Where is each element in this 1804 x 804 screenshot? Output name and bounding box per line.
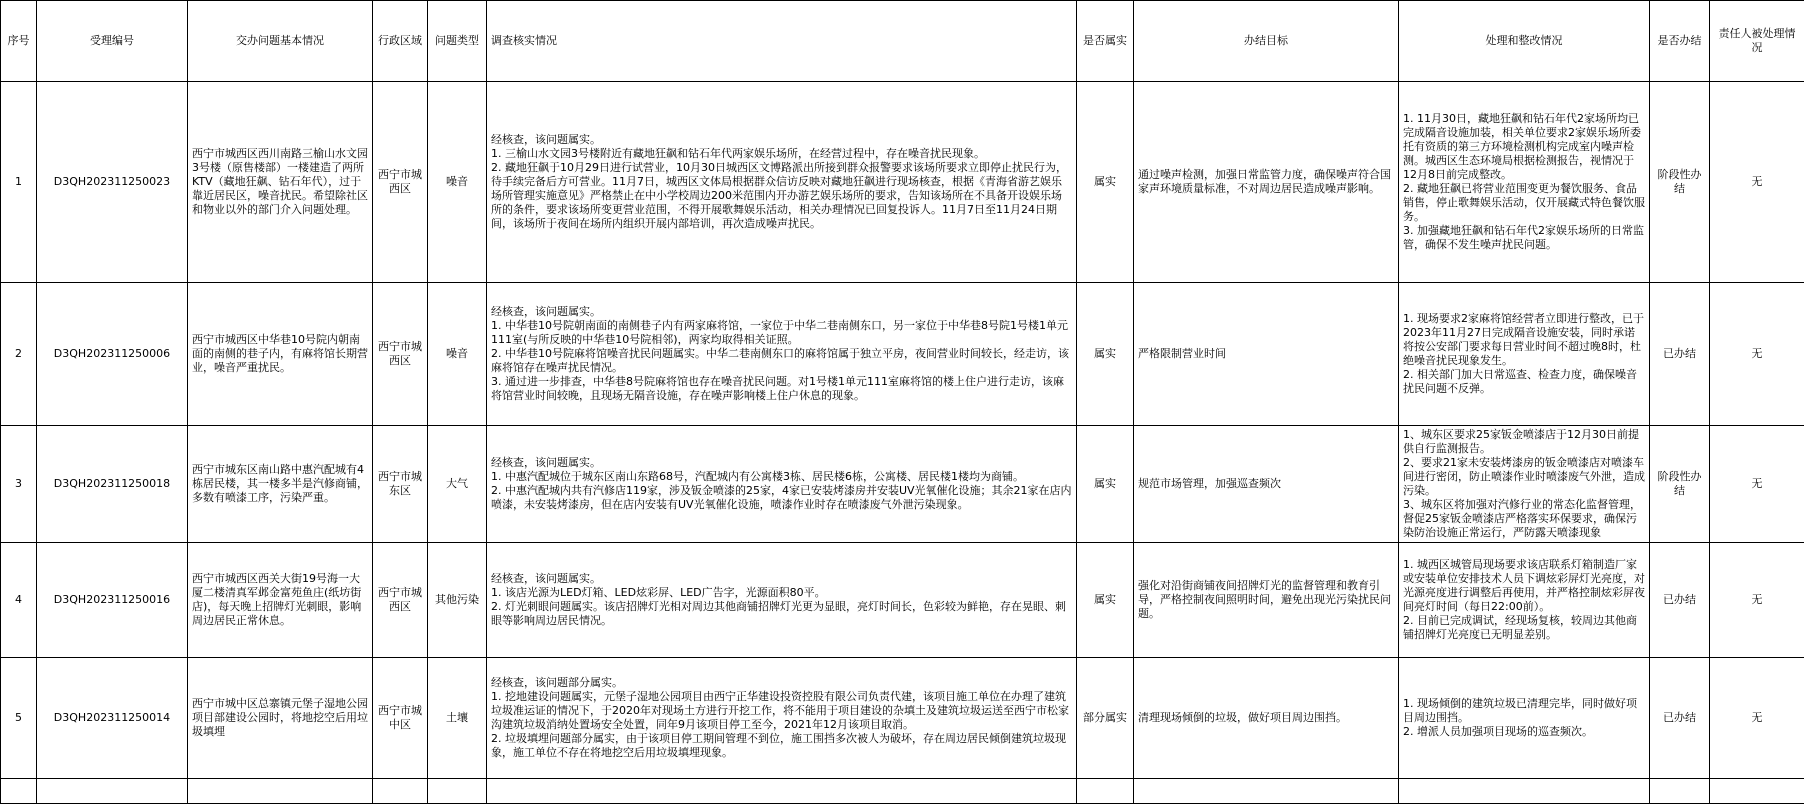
cell-type: 噪音 <box>428 283 487 426</box>
cell-accountable: 无 <box>1710 426 1804 543</box>
cell-goal: 强化对沿街商铺夜间招牌灯光的监督管理和教育引导，严格控制夜间照明时间，避免出现光污染扰民问题。 <box>1134 543 1399 658</box>
cell-goal: 通过噪声检测，加强日常监管力度，确保噪声符合国家声环境质量标准，不对周边居民造成噪声影响。 <box>1134 82 1399 283</box>
investigation-line: 1. 中华巷10号院朝南面的南侧巷子内有两家麻将馆，一家位于中华二巷南侧东口，另一家位于中华巷8号院1号楼1单元111室(与所反映的中华巷10号院相邻)，两家均取得相关证照。 <box>491 319 1072 347</box>
cell-empty <box>1710 779 1804 804</box>
cell-verified: 属实 <box>1077 283 1134 426</box>
cell-id: D3QH202311250014 <box>37 658 188 779</box>
header-region: 行政区域 <box>373 1 428 82</box>
investigation-line: 2. 中惠汽配城内共有汽修店119家，涉及钣金喷漆的25家，4家已安装烤漆房并安装UV光氧催化设施；其余21家在店内喷漆，未安装烤漆房，但在店内安装有UV光氧催化设施，喷漆作业时存在喷漆废气外泄污染现象。 <box>491 484 1072 512</box>
cell-accountable: 无 <box>1710 543 1804 658</box>
investigation-line: 2. 中华巷10号院麻将馆噪音扰民问题属实。中华二巷南侧东口的麻将馆属于独立平房，夜间营业时间较长，经走访，该麻将馆存在噪声扰民情况。 <box>491 347 1072 375</box>
handling-line: 2. 目前已完成调试，经现场复核，较周边其他商铺招牌灯光亮度已无明显差别。 <box>1403 614 1645 642</box>
investigation-line: 经核查，该问题部分属实。 <box>491 676 1072 690</box>
cell-type: 土壤 <box>428 658 487 779</box>
cell-empty <box>428 779 487 804</box>
cell-region: 西宁市城西区 <box>373 543 428 658</box>
cell-investigation <box>487 426 1077 543</box>
table-header-row <box>1 1 1804 82</box>
cell-handling <box>1399 543 1650 658</box>
investigation-line: 经核查，该问题属实。 <box>491 133 1072 147</box>
cell-empty <box>1399 779 1650 804</box>
cell-closed: 阶段性办结 <box>1650 82 1710 283</box>
cell-goal: 清理现场倾倒的垃圾，做好项目周边围挡。 <box>1134 658 1399 779</box>
handling-line: 1、城东区要求25家钣金喷漆店于12月30日前提供自行监测报告。 <box>1403 428 1645 456</box>
cell-verified: 属实 <box>1077 426 1134 543</box>
cell-investigation <box>487 658 1077 779</box>
cell-closed: 阶段性办结 <box>1650 426 1710 543</box>
table-row <box>1 426 1804 543</box>
cell-closed: 已办结 <box>1650 283 1710 426</box>
cell-accountable: 无 <box>1710 82 1804 283</box>
header-problem: 交办问题基本情况 <box>188 1 373 82</box>
cell-verified: 部分属实 <box>1077 658 1134 779</box>
handling-line: 2. 藏地狂飙已将营业范围变更为餐饮服务、食品销售，停止歌舞娱乐活动，仅开展藏式特色餐饮服务。 <box>1403 182 1645 224</box>
cell-verified: 属实 <box>1077 543 1134 658</box>
handling-line: 1. 11月30日，藏地狂飙和钻石年代2家场所均已完成隔音设施加装，相关单位要求2家娱乐场所委托有资质的第三方环境检测机构完成室内噪声检测。城西区生态环境局根据检测报告，视情况于12月8日前完成整改。 <box>1403 112 1645 182</box>
cell-region: 西宁市城西区 <box>373 82 428 283</box>
cell-seq: 5 <box>1 658 37 779</box>
cell-accountable: 无 <box>1710 658 1804 779</box>
investigation-line: 1. 挖地建设问题属实，元堡子湿地公园项目由西宁正华建设投资控股有限公司负责代建，该项目施工单位在办理了建筑垃圾准运证的情况下，于2020年对现场土方进行开挖工作，将不能用于项目建设的杂填土及建筑垃圾运送至西宁市松家沟建筑垃圾消纳处置场安全处置，同年9月该项目停工至今，2021年12月该项目取消。 <box>491 690 1072 732</box>
cell-empty <box>373 779 428 804</box>
cell-region: 西宁市城东区 <box>373 426 428 543</box>
cell-type: 噪音 <box>428 82 487 283</box>
header-type: 问题类型 <box>428 1 487 82</box>
header-verified: 是否属实 <box>1077 1 1134 82</box>
cell-problem: 西宁市城东区南山路中惠汽配城有4栋居民楼，其一楼多半是汽修商铺，多数有喷漆工序，污染严重。 <box>188 426 373 543</box>
investigation-line: 经核查，该问题属实。 <box>491 305 1072 319</box>
cell-problem: 西宁市城中区总寨镇元堡子湿地公园项目部建设公园时，将地挖空后用垃圾填埋 <box>188 658 373 779</box>
cell-region: 西宁市城西区 <box>373 283 428 426</box>
cell-id: D3QH202311250023 <box>37 82 188 283</box>
investigation-line: 2. 藏地狂飙于10月29日进行试营业，10月30日城西区文博路派出所接到群众报警要求该场所要求立即停止扰民行为，待手续完备后方可营业。11月7日，城西区文体局根据群众信访反映对藏地狂飙进行现场核查，根据《青海省游艺娱乐场所管理实施意见》严格禁止在中小学校周边200米范围内开办游艺娱乐场所的要求，告知该场所在不具备开设娱乐场所的条件，要求该场所变更营业范围，不得开展歌舞娱乐活动，相关办理情况已回复投诉人。11月7日至11月24日期间，该场所于夜间在场所内组织开展内部培训，再次造成噪声扰民。 <box>491 161 1072 231</box>
investigation-line: 1. 中惠汽配城位于城东区南山东路68号，汽配城内有公寓楼3栋、居民楼6栋，公寓楼、居民楼1楼均为商铺。 <box>491 470 1072 484</box>
handling-line: 2. 相关部门加大日常巡查、检查力度，确保噪音扰民问题不反弹。 <box>1403 368 1645 396</box>
cell-accountable: 无 <box>1710 283 1804 426</box>
cell-problem: 西宁市城西区中华巷10号院内朝南面的南侧的巷子内，有麻将馆长期营业，噪音严重扰民。 <box>188 283 373 426</box>
cell-seq: 3 <box>1 426 37 543</box>
table-row <box>1 543 1804 658</box>
header-id: 受理编号 <box>37 1 188 82</box>
cell-problem: 西宁市城西区西川南路三榆山水文园3号楼（原售楼部）一楼建造了两所KTV（藏地狂飙、钻石年代），过于靠近居民区，噪音扰民。希望除社区和物业以外的部门介入问题处理。 <box>188 82 373 283</box>
cell-empty <box>1 779 37 804</box>
header-seq: 序号 <box>1 1 37 82</box>
cell-handling <box>1399 283 1650 426</box>
cell-seq: 2 <box>1 283 37 426</box>
cell-verified: 属实 <box>1077 82 1134 283</box>
cell-closed: 已办结 <box>1650 543 1710 658</box>
handling-line: 3、城东区将加强对汽修行业的常态化监督管理，督促25家钣金喷漆店严格落实环保要求，确保污染防治设施正常运行，严防露天喷漆现象 <box>1403 498 1645 540</box>
table-row <box>1 658 1804 779</box>
handling-line: 3. 加强藏地狂飙和钻石年代2家娱乐场所的日常监管，确保不发生噪声扰民问题。 <box>1403 224 1645 252</box>
table-row <box>1 283 1804 426</box>
handling-line: 1. 现场倾倒的建筑垃圾已清理完毕，同时做好项目周边围挡。 <box>1403 697 1645 725</box>
table-row <box>1 82 1804 283</box>
investigation-line: 1. 该店光源为LED灯箱、LED炫彩屏、LED广告字，光源面积80平。 <box>491 586 1072 600</box>
cell-empty <box>188 779 373 804</box>
cell-id: D3QH202311250018 <box>37 426 188 543</box>
cell-seq: 4 <box>1 543 37 658</box>
cell-empty <box>37 779 188 804</box>
cell-region: 西宁市城中区 <box>373 658 428 779</box>
cell-goal: 规范市场管理，加强巡查频次 <box>1134 426 1399 543</box>
cell-type: 其他污染 <box>428 543 487 658</box>
investigation-line: 经核查，该问题属实。 <box>491 572 1072 586</box>
cell-id: D3QH202311250006 <box>37 283 188 426</box>
header-closed: 是否办结 <box>1650 1 1710 82</box>
investigation-line: 2. 垃圾填埋问题部分属实，由于该项目停工期间管理不到位，施工围挡多次被人为破坏，存在周边居民倾倒建筑垃圾现象，施工单位不存在将地挖空后用垃圾填埋现象。 <box>491 732 1072 760</box>
cell-empty <box>1077 779 1134 804</box>
cell-closed: 已办结 <box>1650 658 1710 779</box>
cell-id: D3QH202311250016 <box>37 543 188 658</box>
handling-line: 1. 现场要求2家麻将馆经营者立即进行整改，已于2023年11月27日完成隔音设施安装，同时承诺将按公安部门要求每日营业时间不超过晚8时，杜绝噪音扰民现象发生。 <box>1403 312 1645 368</box>
cell-empty <box>1650 779 1710 804</box>
investigation-line: 2. 灯光刺眼问题属实。该店招牌灯光相对周边其他商铺招牌灯光更为显眼，亮灯时间长，色彩较为鲜艳，存在晃眼、刺眼等影响周边居民情况。 <box>491 600 1072 628</box>
cell-type: 大气 <box>428 426 487 543</box>
handling-line: 2、要求21家未安装烤漆房的钣金喷漆店对喷漆车间进行密闭，防止喷漆作业时喷漆废气外泄，造成污染。 <box>1403 456 1645 498</box>
header-accountable: 责任人被处理情况 <box>1710 1 1804 82</box>
handling-line: 1. 城西区城管局现场要求该店联系灯箱制造厂家或安装单位安排技术人员下调炫彩屏灯光亮度，对光源亮度进行调整后再使用，并严格控制炫彩屏夜间亮灯时间（每日22:00前）。 <box>1403 558 1645 614</box>
cell-handling <box>1399 658 1650 779</box>
cell-investigation <box>487 283 1077 426</box>
table-row-partial <box>1 779 1804 804</box>
cell-problem: 西宁市城西区西关大街19号海一大厦二楼清真军邺金富苑鱼庄(纸坊街店)，每天晚上招牌灯光刺眼，影响周边居民正常休息。 <box>188 543 373 658</box>
cell-investigation <box>487 82 1077 283</box>
cell-empty <box>487 779 1077 804</box>
header-goal: 办结目标 <box>1134 1 1399 82</box>
header-investigation: 调查核实情况 <box>487 1 1077 82</box>
cell-handling <box>1399 426 1650 543</box>
cell-handling <box>1399 82 1650 283</box>
investigation-line: 经核查，该问题属实。 <box>491 456 1072 470</box>
header-handling: 处理和整改情况 <box>1399 1 1650 82</box>
cell-goal: 严格限制营业时间 <box>1134 283 1399 426</box>
handling-line: 2. 增派人员加强项目现场的巡查频次。 <box>1403 725 1645 739</box>
cell-empty <box>1134 779 1399 804</box>
investigation-line: 1. 三榆山水文园3号楼附近有藏地狂飙和钻石年代两家娱乐场所，在经营过程中，存在噪音扰民现象。 <box>491 147 1072 161</box>
cell-investigation <box>487 543 1077 658</box>
investigation-line: 3. 通过进一步排查，中华巷8号院麻将馆也存在噪音扰民问题。对1号楼1单元111室麻将馆的楼上住户进行走访，该麻将馆营业时间较晚，且现场无隔音设施，存在噪声影响楼上住户休息的现象。 <box>491 375 1072 403</box>
cell-seq: 1 <box>1 82 37 283</box>
